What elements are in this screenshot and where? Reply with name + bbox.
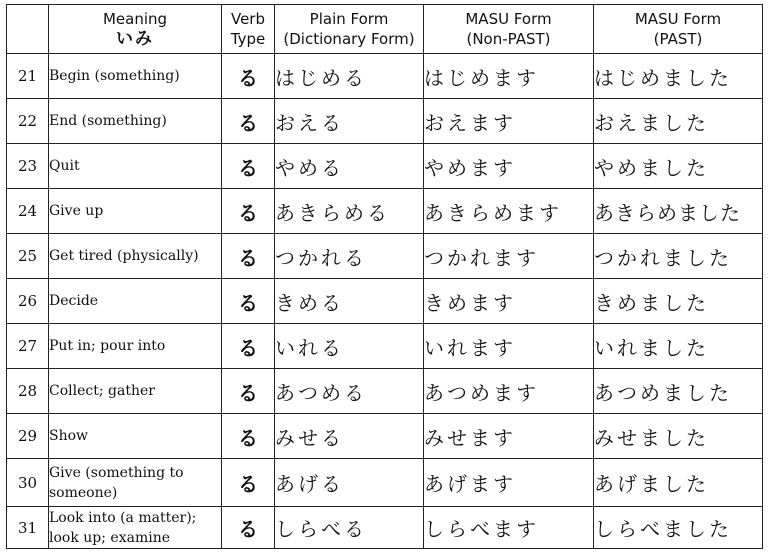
row-number: 25 <box>7 234 49 279</box>
verb-conjugation-table <box>6 4 763 549</box>
row-verb-type: る <box>222 459 275 507</box>
row-number: 27 <box>7 324 49 369</box>
row-meaning: Collect; gather <box>49 369 222 414</box>
table-row <box>7 507 763 549</box>
row-plain-form: あげる <box>275 459 424 507</box>
row-masu-nonpast: あきらめます <box>424 189 594 234</box>
row-plain-form: きめる <box>275 279 424 324</box>
row-masu-nonpast: はじめます <box>424 54 594 99</box>
row-masu-nonpast: おえます <box>424 99 594 144</box>
row-masu-nonpast: あつめます <box>424 369 594 414</box>
masu-nonpast-header <box>424 5 594 54</box>
row-number: 23 <box>7 144 49 189</box>
row-masu-past: あきらめました <box>594 189 763 234</box>
row-verb-type: る <box>222 99 275 144</box>
row-number: 28 <box>7 369 49 414</box>
row-meaning: End (something) <box>49 99 222 144</box>
row-masu-past: みせました <box>594 414 763 459</box>
row-verb-type: る <box>222 324 275 369</box>
table-row <box>7 99 763 144</box>
plain-form-header-line1: Plain Form <box>309 10 389 28</box>
masu-past-header <box>594 5 763 54</box>
row-plain-form: やめる <box>275 144 424 189</box>
row-meaning: Decide <box>49 279 222 324</box>
row-masu-past: しらべました <box>594 507 763 549</box>
row-masu-past: おえました <box>594 99 763 144</box>
row-plain-form: いれる <box>275 324 424 369</box>
row-plain-form: あつめる <box>275 369 424 414</box>
row-masu-nonpast: みせます <box>424 414 594 459</box>
masu-past-header-line2: (PAST) <box>653 30 703 48</box>
plain-form-header <box>275 5 424 54</box>
row-number: 22 <box>7 99 49 144</box>
masu-nonpast-header-line1: MASU Form <box>465 10 552 28</box>
row-verb-type: る <box>222 279 275 324</box>
row-plain-form: しらべる <box>275 507 424 549</box>
row-plain-form: みせる <box>275 414 424 459</box>
table-row <box>7 459 763 507</box>
row-masu-nonpast: つかれます <box>424 234 594 279</box>
row-verb-type: る <box>222 369 275 414</box>
row-masu-nonpast: きめます <box>424 279 594 324</box>
meaning-header <box>49 5 222 54</box>
row-masu-nonpast: やめます <box>424 144 594 189</box>
masu-past-header-line1: MASU Form <box>634 10 722 28</box>
table-row <box>7 279 763 324</box>
row-masu-nonpast: しらべます <box>424 507 594 549</box>
row-verb-type: る <box>222 189 275 234</box>
row-verb-type: る <box>222 144 275 189</box>
row-masu-past: つかれました <box>594 234 763 279</box>
number-header <box>7 5 49 54</box>
row-number: 29 <box>7 414 49 459</box>
row-masu-nonpast: あげます <box>424 459 594 507</box>
row-masu-nonpast: いれます <box>424 324 594 369</box>
row-verb-type: る <box>222 414 275 459</box>
row-meaning: Look into (a matter); look up; examine <box>49 507 222 549</box>
row-plain-form: おえる <box>275 99 424 144</box>
row-meaning: Get tired (physically) <box>49 234 222 279</box>
row-masu-past: はじめました <box>594 54 763 99</box>
verb-type-header <box>222 5 275 54</box>
verb-type-header-line2: Type <box>230 30 266 48</box>
plain-form-header-line2: (Dictionary Form) <box>283 30 415 48</box>
row-plain-form: つかれる <box>275 234 424 279</box>
table-row <box>7 414 763 459</box>
row-meaning: Quit <box>49 144 222 189</box>
row-number: 26 <box>7 279 49 324</box>
table-row <box>7 324 763 369</box>
row-number: 24 <box>7 189 49 234</box>
row-masu-past: あつめました <box>594 369 763 414</box>
masu-nonpast-header-line2: (Non-PAST) <box>466 30 551 48</box>
row-verb-type: る <box>222 507 275 549</box>
header-row <box>7 5 763 54</box>
table-row <box>7 54 763 99</box>
row-number: 31 <box>7 507 49 549</box>
meaning-header-japanese: いみ <box>116 29 154 49</box>
table-row <box>7 144 763 189</box>
row-meaning: Begin (something) <box>49 54 222 99</box>
row-plain-form: はじめる <box>275 54 424 99</box>
row-masu-past: いれました <box>594 324 763 369</box>
row-verb-type: る <box>222 54 275 99</box>
meaning-header-label: Meaning <box>102 10 168 28</box>
table-row <box>7 234 763 279</box>
row-masu-past: きめました <box>594 279 763 324</box>
table-row <box>7 189 763 234</box>
row-meaning: Put in; pour into <box>49 324 222 369</box>
row-meaning: Give up <box>49 189 222 234</box>
row-number: 30 <box>7 459 49 507</box>
row-masu-past: あげました <box>594 459 763 507</box>
row-number: 21 <box>7 54 49 99</box>
table-row <box>7 369 763 414</box>
row-masu-past: やめました <box>594 144 763 189</box>
verb-type-header-line1: Verb <box>230 10 265 28</box>
row-verb-type: る <box>222 234 275 279</box>
row-meaning: Give (something to someone) <box>49 459 222 507</box>
row-meaning: Show <box>49 414 222 459</box>
row-plain-form: あきらめる <box>275 189 424 234</box>
